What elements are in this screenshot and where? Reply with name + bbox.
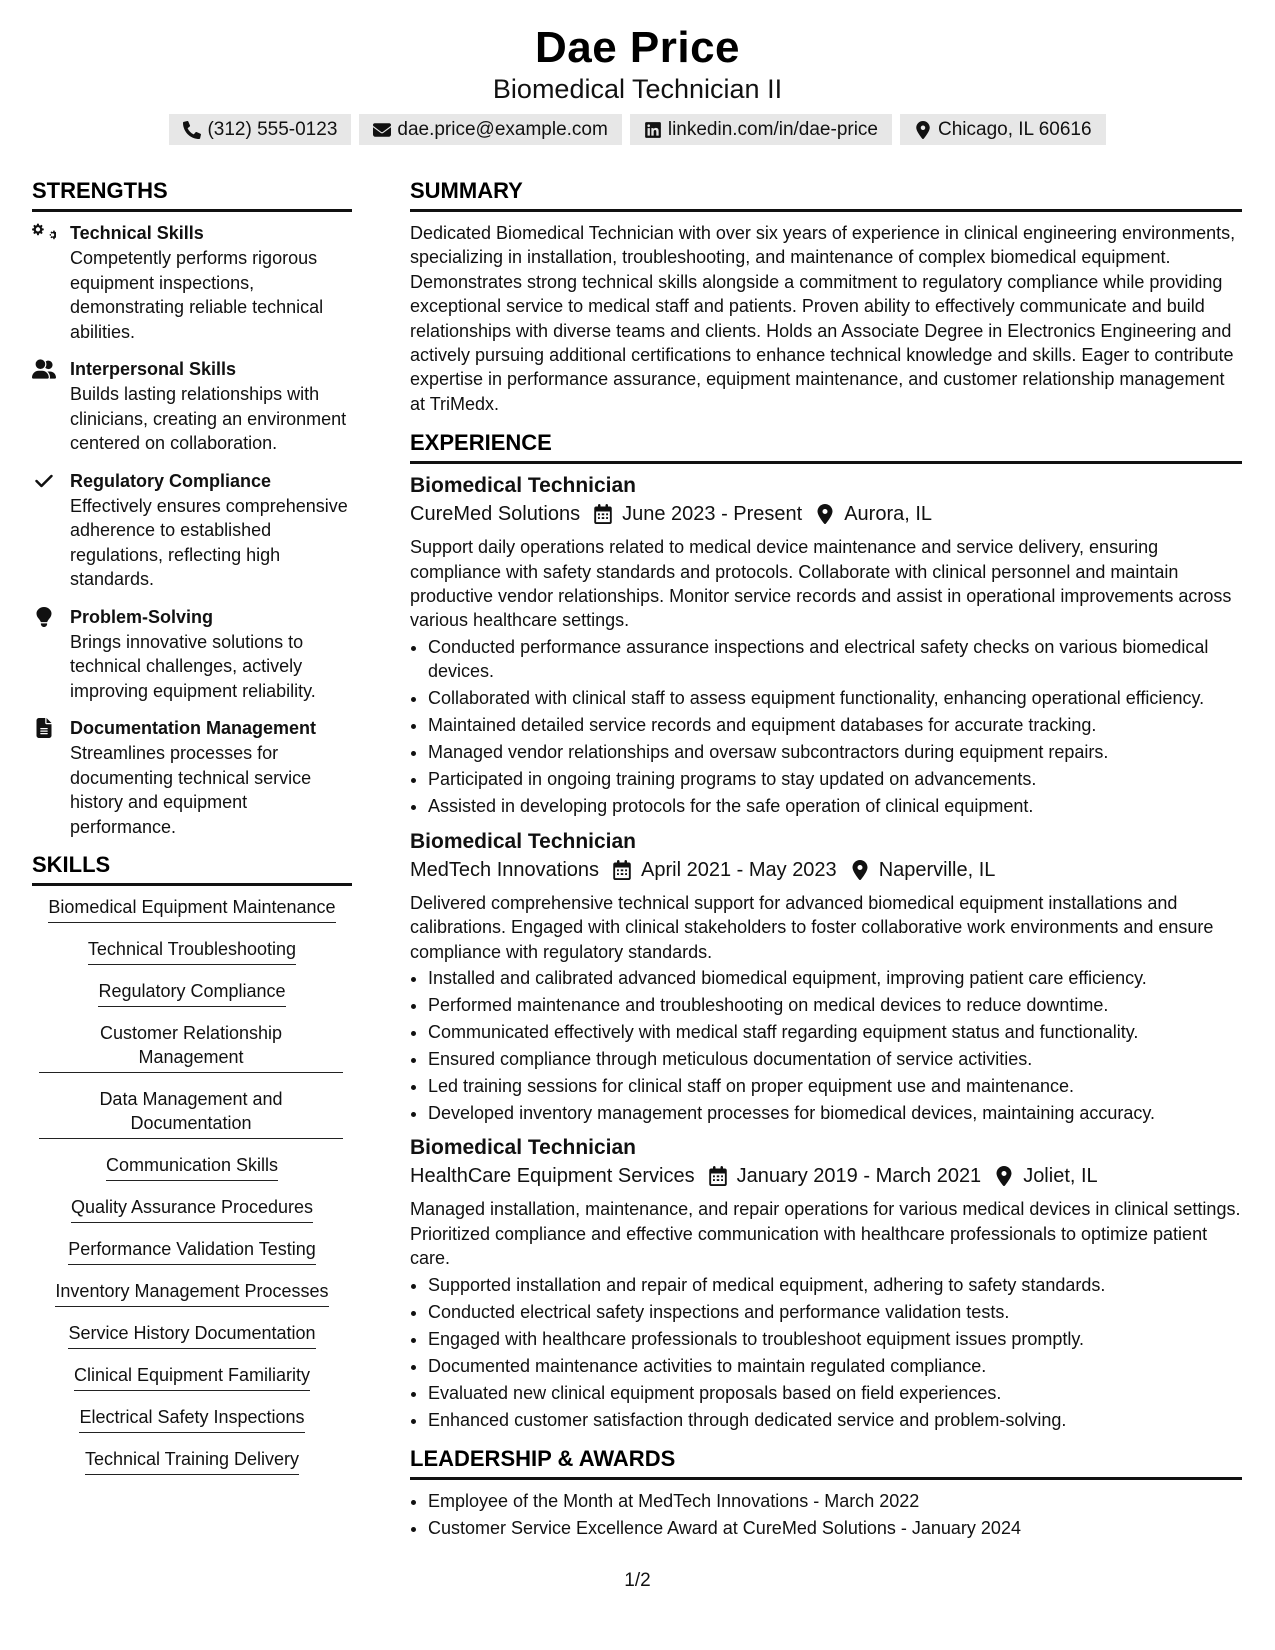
checkmark-icon xyxy=(32,469,70,592)
list-item: • Maintained detailed service records and equipment databases for accurate tracking. xyxy=(428,713,1242,737)
candidate-title: Biomedical Technician II xyxy=(492,74,783,104)
envelope-icon xyxy=(373,121,391,139)
list-item: • Installed and calibrated advanced biomedical equipment, improving patient care efficiency. xyxy=(428,966,1242,990)
strength-desc: Builds lasting relationships with clinicians, creating an environment centered on collaboration. xyxy=(70,384,347,453)
strength-title: Interpersonal Skills xyxy=(70,359,237,379)
summary-text: Dedicated Biomedical Technician with over six years of experience in clinical engineering environments, specializing in installation, troubleshooting, and maintenance of complex biomedical equipment. Demonstrates strong technical skills alongside a commitment to regulatory compliance while providing exceptional service to medical staff and patients. Proven ability to effectively communicate and build relationships with diverse teams and clients. Holds an Associate Degree in Electronics Engineering and actively pursuing additional certifications to enhance technical knowledge and skills. Eager to contribute expertise in performance assurance, equipment maintenance, and customer relationship management at TriMedx. xyxy=(410,223,1236,414)
strength-title: Regulatory Compliance xyxy=(70,470,272,491)
lightbulb-icon xyxy=(32,605,70,704)
strength-title: Documentation Management xyxy=(70,718,317,738)
contact-linkedin-text: linkedin.com/in/dae-price xyxy=(667,118,879,140)
list-item: • Supported installation and repair of medical equipment, adhering to safety standards. xyxy=(428,1273,1242,1297)
job-location: Aurora, IL xyxy=(844,503,933,526)
list-item: • Evaluated new clinical equipment proposals based on field experiences. xyxy=(428,1381,1242,1405)
strength-desc: Competently performs rigorous equipment inspections, demonstrating reliable technical abilities. xyxy=(70,248,324,342)
list-item: • Ensured compliance through meticulous documentation of service activities. xyxy=(428,1047,1242,1071)
strength-item xyxy=(32,221,352,344)
map-pin-icon xyxy=(802,504,844,524)
skill-item: Technical Troubleshooting xyxy=(88,937,296,965)
list-item: • Participated in ongoing training programs to stay updated on advancements. xyxy=(428,767,1242,791)
list-item: • Collaborated with clinical staff to assess equipment functionality, enhancing operational efficiency. xyxy=(428,686,1242,710)
job-title: Biomedical Technician xyxy=(410,829,637,853)
skill-item: Service History Documentation xyxy=(68,1321,315,1349)
map-pin-icon xyxy=(981,1166,1023,1186)
job-entry xyxy=(410,473,1242,818)
document-icon xyxy=(32,716,70,839)
job-desc: Delivered comprehensive technical support for advanced biomedical equipment installations and calibrations. Engaged with clinical stakeholders to foster collaborative work environments and ensure compliance with regulatory standards. xyxy=(410,892,1214,962)
job-desc: Support daily operations related to medical device maintenance and service delivery, ensuring compliance with safety standards and protocols. Collaborate with clinical personnel and maintain productive vendor relationships. Monitor service records and assist in operational improvements across various healthcare settings. xyxy=(410,537,1232,631)
skills-list xyxy=(32,895,352,1489)
map-pin-icon xyxy=(837,860,879,880)
list-item: • Led training sessions for clinical staff on proper equipment use and maintenance. xyxy=(428,1074,1242,1098)
skill-item: Customer Relationship Management xyxy=(39,1021,343,1073)
phone-icon xyxy=(183,121,201,139)
strength-desc: Streamlines processes for documenting technical service history and equipment performance. xyxy=(70,743,312,837)
strength-desc: Brings innovative solutions to technical challenges, actively improving equipment reliability. xyxy=(70,631,316,701)
page-number: 1/2 xyxy=(624,1570,651,1591)
contact-phone-text: (312) 555-0123 xyxy=(207,118,338,140)
list-item: • Conducted electrical safety inspections and performance validation tests. xyxy=(428,1300,1242,1324)
skill-item: Clinical Equipment Familiarity xyxy=(74,1363,310,1391)
skill-item: Biomedical Equipment Maintenance xyxy=(48,895,335,923)
map-pin-icon xyxy=(914,121,932,139)
skill-item: Electrical Safety Inspections xyxy=(79,1405,304,1433)
company-name: MedTech Innovations xyxy=(410,858,600,881)
job-title: Biomedical Technician xyxy=(410,474,637,498)
list-item: • Performed maintenance and troubleshooting on medical devices to reduce downtime. xyxy=(428,993,1242,1017)
strength-desc: Effectively ensures comprehensive adherence to established regulations, reflecting high standards. xyxy=(70,495,348,589)
contact-location-text: Chicago, IL 60616 xyxy=(938,118,1092,140)
contact-phone[interactable] xyxy=(169,114,351,145)
strengths-heading: STRENGTHS xyxy=(32,178,352,212)
strength-title: Problem-Solving xyxy=(70,606,214,627)
user-group-icon xyxy=(32,357,70,456)
skill-item: Inventory Management Processes xyxy=(55,1279,328,1307)
calendar-icon xyxy=(695,1166,737,1186)
list-item: • Customer Service Excellence Award at CureMed Solutions - January 2024 xyxy=(428,1516,1242,1540)
experience-heading: EXPERIENCE xyxy=(410,430,1242,464)
skill-item: Technical Training Delivery xyxy=(85,1447,299,1475)
calendar-icon xyxy=(599,860,641,880)
list-item: • Enhanced customer satisfaction through dedicated service and problem-solving. xyxy=(428,1408,1242,1432)
linkedin-icon xyxy=(644,121,662,139)
awards-heading: LEADERSHIP & AWARDS xyxy=(410,1446,1242,1480)
job-dates: April 2021 - May 2023 xyxy=(641,858,837,881)
contact-email-text: dae.price@example.com xyxy=(397,118,608,140)
skill-item: Communication Skills xyxy=(106,1153,278,1181)
left-column xyxy=(32,178,352,1489)
job-bullets xyxy=(410,1273,1242,1432)
company-name: HealthCare Equipment Services xyxy=(410,1165,695,1188)
job-meta xyxy=(410,1161,1242,1191)
list-item: • Developed inventory management processes for biomedical devices, maintaining accuracy. xyxy=(428,1101,1242,1125)
strength-title: Technical Skills xyxy=(70,223,204,243)
calendar-icon xyxy=(580,504,622,524)
job-meta xyxy=(410,855,1242,885)
contact-linkedin[interactable] xyxy=(630,114,892,145)
job-dates: June 2023 - Present xyxy=(622,503,803,526)
awards-list xyxy=(410,1489,1242,1540)
job-location: Joliet, IL xyxy=(1023,1165,1098,1188)
job-dates: January 2019 - March 2021 xyxy=(736,1165,982,1188)
strength-item xyxy=(32,357,352,456)
list-item: • Documented maintenance activities to maintain regulated compliance. xyxy=(428,1354,1242,1378)
skills-heading: SKILLS xyxy=(32,852,352,886)
list-item: • Assisted in developing protocols for the safe operation of clinical equipment. xyxy=(428,794,1242,818)
skill-item: Performance Validation Testing xyxy=(68,1237,315,1265)
job-desc: Managed installation, maintenance, and repair operations for various medical devices in clinical settings. Prioritized compliance and effective communication with healthcare professionals to optimize patient care. xyxy=(410,1199,1241,1269)
skill-item: Regulatory Compliance xyxy=(98,979,285,1007)
list-item: • Engaged with healthcare professionals to troubleshoot equipment issues promptly. xyxy=(428,1327,1242,1351)
job-entry xyxy=(410,1135,1242,1432)
list-item: • Communicated effectively with medical staff regarding equipment status and functionality. xyxy=(428,1020,1242,1044)
list-item: • Conducted performance assurance inspections and electrical safety checks on various biomedical devices. xyxy=(428,635,1242,684)
strength-item xyxy=(32,716,352,839)
gears-icon xyxy=(32,221,70,344)
skill-item: Quality Assurance Procedures xyxy=(71,1195,313,1223)
summary-heading: SUMMARY xyxy=(410,178,1242,212)
contact-bar xyxy=(0,114,1275,145)
list-item: • Employee of the Month at MedTech Innovations - March 2022 xyxy=(428,1489,1242,1513)
job-entry xyxy=(410,829,1242,1126)
strength-item xyxy=(32,469,352,592)
right-column xyxy=(410,178,1242,1543)
candidate-name: Dae Price xyxy=(534,23,741,72)
strength-item xyxy=(32,605,352,704)
job-bullets xyxy=(410,635,1242,819)
job-location: Naperville, IL xyxy=(878,858,996,881)
job-meta xyxy=(410,499,1242,529)
contact-location[interactable] xyxy=(900,114,1106,145)
job-bullets xyxy=(410,966,1242,1125)
skill-item: Data Management and Documentation xyxy=(39,1087,343,1139)
job-title: Biomedical Technician xyxy=(410,1136,637,1160)
list-item: • Managed vendor relationships and oversaw subcontractors during equipment repairs. xyxy=(428,740,1242,764)
contact-email[interactable] xyxy=(359,114,621,145)
company-name: CureMed Solutions xyxy=(410,503,581,526)
